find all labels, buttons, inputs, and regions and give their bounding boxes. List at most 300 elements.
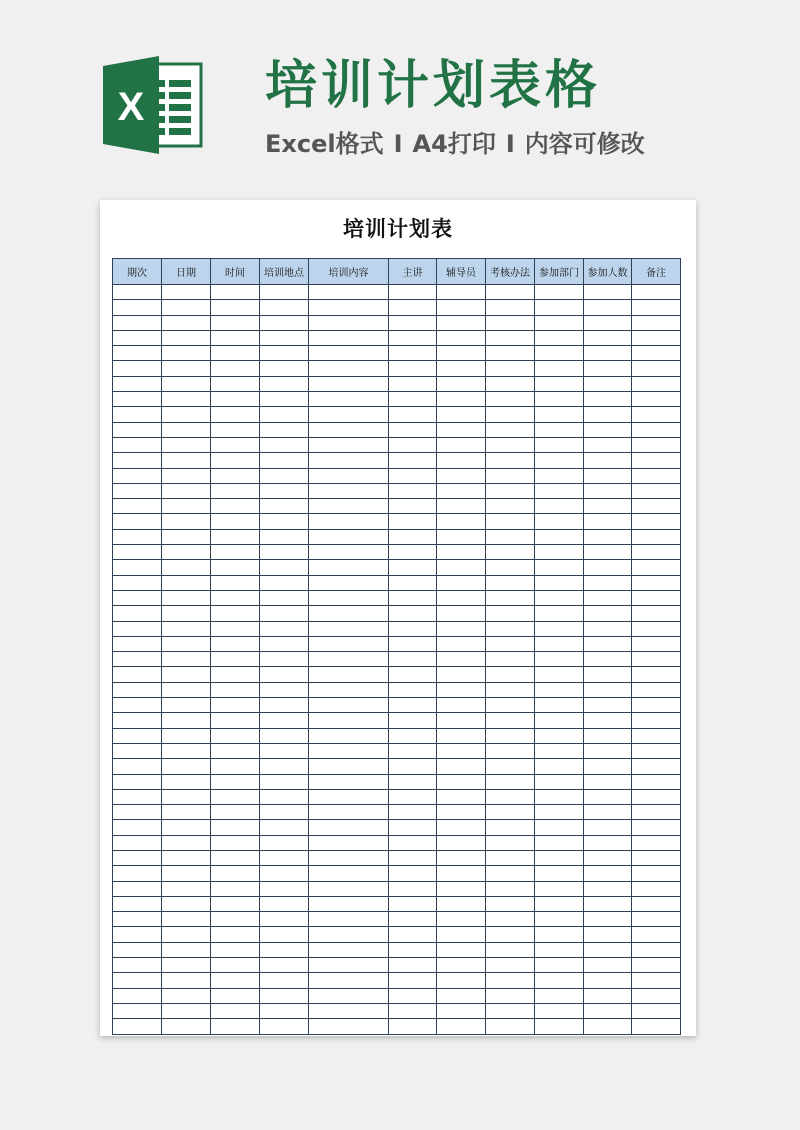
table-cell[interactable] (535, 514, 584, 529)
table-cell[interactable] (632, 789, 681, 804)
table-cell[interactable] (113, 575, 162, 590)
table-cell[interactable] (389, 407, 437, 422)
table-cell[interactable] (162, 560, 211, 575)
table-cell[interactable] (486, 988, 535, 1003)
table-cell[interactable] (437, 942, 486, 957)
table-cell[interactable] (632, 682, 681, 697)
table-cell[interactable] (535, 376, 584, 391)
table-cell[interactable] (260, 912, 309, 927)
table-cell[interactable] (584, 422, 632, 437)
table-cell[interactable] (162, 315, 211, 330)
table-cell[interactable] (211, 973, 260, 988)
table-cell[interactable] (389, 774, 437, 789)
table-cell[interactable] (535, 988, 584, 1003)
table-cell[interactable] (437, 1003, 486, 1018)
table-cell[interactable] (113, 407, 162, 422)
table-cell[interactable] (260, 805, 309, 820)
table-cell[interactable] (211, 514, 260, 529)
table-cell[interactable] (260, 315, 309, 330)
table-cell[interactable] (162, 850, 211, 865)
table-cell[interactable] (260, 361, 309, 376)
table-cell[interactable] (632, 407, 681, 422)
table-cell[interactable] (260, 896, 309, 911)
table-cell[interactable] (162, 545, 211, 560)
table-cell[interactable] (260, 545, 309, 560)
table-cell[interactable] (632, 850, 681, 865)
table-cell[interactable] (535, 728, 584, 743)
table-cell[interactable] (632, 437, 681, 452)
table-cell[interactable] (260, 453, 309, 468)
table-cell[interactable] (211, 361, 260, 376)
table-cell[interactable] (309, 759, 389, 774)
table-cell[interactable] (309, 927, 389, 942)
table-cell[interactable] (584, 606, 632, 621)
table-cell[interactable] (309, 285, 389, 300)
table-cell[interactable] (486, 652, 535, 667)
table-cell[interactable] (211, 835, 260, 850)
table-cell[interactable] (113, 973, 162, 988)
table-cell[interactable] (535, 545, 584, 560)
table-cell[interactable] (486, 881, 535, 896)
table-cell[interactable] (162, 483, 211, 498)
table-cell[interactable] (486, 896, 535, 911)
table-cell[interactable] (632, 896, 681, 911)
table-cell[interactable] (584, 896, 632, 911)
table-cell[interactable] (309, 621, 389, 636)
table-cell[interactable] (437, 346, 486, 361)
table-cell[interactable] (309, 468, 389, 483)
table-cell[interactable] (584, 820, 632, 835)
table-cell[interactable] (113, 606, 162, 621)
table-cell[interactable] (389, 392, 437, 407)
table-cell[interactable] (260, 820, 309, 835)
table-cell[interactable] (162, 1019, 211, 1034)
table-cell[interactable] (211, 315, 260, 330)
table-cell[interactable] (437, 743, 486, 758)
table-cell[interactable] (584, 759, 632, 774)
table-cell[interactable] (389, 958, 437, 973)
table-cell[interactable] (211, 606, 260, 621)
table-cell[interactable] (162, 988, 211, 1003)
table-cell[interactable] (437, 315, 486, 330)
table-cell[interactable] (162, 789, 211, 804)
table-cell[interactable] (437, 560, 486, 575)
table-cell[interactable] (309, 422, 389, 437)
table-cell[interactable] (584, 850, 632, 865)
column-header-attendees[interactable]: 参加人数 (584, 259, 632, 285)
table-cell[interactable] (584, 912, 632, 927)
table-cell[interactable] (535, 346, 584, 361)
table-cell[interactable] (162, 300, 211, 315)
table-cell[interactable] (309, 483, 389, 498)
table-cell[interactable] (437, 728, 486, 743)
table-cell[interactable] (260, 973, 309, 988)
table-cell[interactable] (437, 392, 486, 407)
table-cell[interactable] (389, 376, 437, 391)
table-cell[interactable] (584, 881, 632, 896)
table-cell[interactable] (211, 652, 260, 667)
table-cell[interactable] (535, 636, 584, 651)
table-cell[interactable] (389, 728, 437, 743)
table-cell[interactable] (486, 285, 535, 300)
table-cell[interactable] (584, 453, 632, 468)
table-cell[interactable] (389, 896, 437, 911)
table-cell[interactable] (437, 468, 486, 483)
table-cell[interactable] (113, 805, 162, 820)
table-cell[interactable] (211, 590, 260, 605)
table-cell[interactable] (486, 789, 535, 804)
table-cell[interactable] (309, 728, 389, 743)
table-cell[interactable] (486, 545, 535, 560)
table-cell[interactable] (211, 698, 260, 713)
table-cell[interactable] (162, 652, 211, 667)
table-cell[interactable] (486, 636, 535, 651)
table-cell[interactable] (437, 437, 486, 452)
table-cell[interactable] (437, 805, 486, 820)
table-cell[interactable] (162, 835, 211, 850)
table-cell[interactable] (632, 866, 681, 881)
table-cell[interactable] (389, 590, 437, 605)
table-cell[interactable] (535, 682, 584, 697)
table-cell[interactable] (486, 805, 535, 820)
table-cell[interactable] (437, 667, 486, 682)
table-cell[interactable] (309, 682, 389, 697)
table-cell[interactable] (632, 698, 681, 713)
table-cell[interactable] (437, 988, 486, 1003)
table-cell[interactable] (486, 468, 535, 483)
table-cell[interactable] (260, 958, 309, 973)
table-cell[interactable] (535, 575, 584, 590)
table-cell[interactable] (113, 590, 162, 605)
table-cell[interactable] (632, 346, 681, 361)
table-cell[interactable] (584, 958, 632, 973)
table-cell[interactable] (535, 453, 584, 468)
table-cell[interactable] (162, 698, 211, 713)
table-cell[interactable] (260, 285, 309, 300)
table-cell[interactable] (309, 652, 389, 667)
table-cell[interactable] (211, 789, 260, 804)
table-cell[interactable] (486, 590, 535, 605)
table-cell[interactable] (486, 514, 535, 529)
table-cell[interactable] (260, 499, 309, 514)
table-cell[interactable] (113, 789, 162, 804)
table-cell[interactable] (260, 667, 309, 682)
table-cell[interactable] (584, 575, 632, 590)
table-cell[interactable] (260, 942, 309, 957)
table-cell[interactable] (260, 927, 309, 942)
table-cell[interactable] (584, 300, 632, 315)
table-cell[interactable] (211, 728, 260, 743)
table-cell[interactable] (260, 1003, 309, 1018)
table-cell[interactable] (632, 1003, 681, 1018)
table-cell[interactable] (535, 912, 584, 927)
table-cell[interactable] (211, 392, 260, 407)
table-cell[interactable] (260, 850, 309, 865)
table-cell[interactable] (437, 866, 486, 881)
table-cell[interactable] (389, 529, 437, 544)
table-cell[interactable] (535, 973, 584, 988)
table-cell[interactable] (260, 606, 309, 621)
table-cell[interactable] (486, 575, 535, 590)
table-cell[interactable] (260, 376, 309, 391)
table-cell[interactable] (260, 743, 309, 758)
table-cell[interactable] (437, 896, 486, 911)
table-cell[interactable] (437, 958, 486, 973)
table-cell[interactable] (632, 820, 681, 835)
table-cell[interactable] (632, 300, 681, 315)
column-header-tutor[interactable]: 辅导员 (437, 259, 486, 285)
table-cell[interactable] (584, 652, 632, 667)
table-cell[interactable] (535, 1003, 584, 1018)
table-cell[interactable] (211, 483, 260, 498)
table-cell[interactable] (113, 285, 162, 300)
table-cell[interactable] (211, 667, 260, 682)
table-cell[interactable] (211, 881, 260, 896)
table-cell[interactable] (584, 330, 632, 345)
table-cell[interactable] (486, 483, 535, 498)
table-cell[interactable] (535, 285, 584, 300)
table-cell[interactable] (260, 300, 309, 315)
table-cell[interactable] (113, 499, 162, 514)
table-cell[interactable] (309, 514, 389, 529)
table-cell[interactable] (211, 285, 260, 300)
table-cell[interactable] (632, 1019, 681, 1034)
table-cell[interactable] (309, 361, 389, 376)
table-cell[interactable] (584, 361, 632, 376)
table-cell[interactable] (486, 927, 535, 942)
table-cell[interactable] (113, 621, 162, 636)
table-cell[interactable] (309, 881, 389, 896)
table-cell[interactable] (113, 1019, 162, 1034)
table-cell[interactable] (389, 820, 437, 835)
table-cell[interactable] (584, 590, 632, 605)
table-cell[interactable] (535, 437, 584, 452)
table-cell[interactable] (486, 835, 535, 850)
table-cell[interactable] (162, 942, 211, 957)
table-cell[interactable] (309, 805, 389, 820)
table-cell[interactable] (260, 698, 309, 713)
table-cell[interactable] (486, 682, 535, 697)
table-cell[interactable] (584, 667, 632, 682)
table-cell[interactable] (535, 407, 584, 422)
table-cell[interactable] (437, 422, 486, 437)
table-cell[interactable] (113, 820, 162, 835)
table-cell[interactable] (632, 606, 681, 621)
table-cell[interactable] (309, 636, 389, 651)
table-cell[interactable] (437, 453, 486, 468)
table-cell[interactable] (535, 590, 584, 605)
table-cell[interactable] (309, 1019, 389, 1034)
table-cell[interactable] (309, 376, 389, 391)
table-cell[interactable] (113, 483, 162, 498)
table-cell[interactable] (486, 361, 535, 376)
table-cell[interactable] (632, 743, 681, 758)
table-cell[interactable] (535, 392, 584, 407)
table-cell[interactable] (535, 1019, 584, 1034)
table-cell[interactable] (113, 728, 162, 743)
table-cell[interactable] (632, 545, 681, 560)
table-cell[interactable] (162, 621, 211, 636)
table-cell[interactable] (584, 774, 632, 789)
table-cell[interactable] (309, 560, 389, 575)
table-cell[interactable] (260, 988, 309, 1003)
table-cell[interactable] (389, 437, 437, 452)
table-cell[interactable] (162, 896, 211, 911)
table-cell[interactable] (632, 805, 681, 820)
table-cell[interactable] (437, 300, 486, 315)
table-cell[interactable] (211, 743, 260, 758)
table-cell[interactable] (632, 529, 681, 544)
table-cell[interactable] (437, 789, 486, 804)
table-cell[interactable] (389, 942, 437, 957)
table-cell[interactable] (632, 912, 681, 927)
table-cell[interactable] (535, 942, 584, 957)
table-cell[interactable] (535, 927, 584, 942)
table-cell[interactable] (162, 820, 211, 835)
table-cell[interactable] (584, 682, 632, 697)
table-cell[interactable] (584, 483, 632, 498)
table-cell[interactable] (437, 820, 486, 835)
table-cell[interactable] (162, 330, 211, 345)
table-cell[interactable] (211, 453, 260, 468)
table-cell[interactable] (162, 774, 211, 789)
table-cell[interactable] (260, 407, 309, 422)
table-cell[interactable] (437, 881, 486, 896)
table-cell[interactable] (113, 422, 162, 437)
table-cell[interactable] (486, 330, 535, 345)
table-cell[interactable] (211, 958, 260, 973)
table-cell[interactable] (162, 514, 211, 529)
table-cell[interactable] (437, 682, 486, 697)
table-cell[interactable] (211, 988, 260, 1003)
table-cell[interactable] (632, 652, 681, 667)
table-cell[interactable] (260, 881, 309, 896)
table-cell[interactable] (437, 545, 486, 560)
table-cell[interactable] (260, 713, 309, 728)
table-cell[interactable] (309, 713, 389, 728)
table-cell[interactable] (211, 376, 260, 391)
table-cell[interactable] (632, 590, 681, 605)
table-cell[interactable] (389, 805, 437, 820)
table-cell[interactable] (632, 468, 681, 483)
table-cell[interactable] (389, 927, 437, 942)
table-cell[interactable] (535, 499, 584, 514)
table-cell[interactable] (535, 866, 584, 881)
table-cell[interactable] (632, 927, 681, 942)
table-cell[interactable] (437, 774, 486, 789)
table-cell[interactable] (632, 422, 681, 437)
table-cell[interactable] (162, 422, 211, 437)
table-cell[interactable] (535, 743, 584, 758)
table-cell[interactable] (211, 912, 260, 927)
table-cell[interactable] (632, 988, 681, 1003)
table-cell[interactable] (162, 392, 211, 407)
table-cell[interactable] (260, 392, 309, 407)
table-cell[interactable] (309, 698, 389, 713)
table-cell[interactable] (584, 315, 632, 330)
column-header-location[interactable]: 培训地点 (260, 259, 309, 285)
table-cell[interactable] (486, 1003, 535, 1018)
table-cell[interactable] (535, 468, 584, 483)
table-cell[interactable] (260, 1019, 309, 1034)
table-cell[interactable] (389, 621, 437, 636)
table-cell[interactable] (260, 437, 309, 452)
table-cell[interactable] (260, 728, 309, 743)
table-cell[interactable] (632, 728, 681, 743)
table-cell[interactable] (535, 805, 584, 820)
table-cell[interactable] (211, 621, 260, 636)
table-cell[interactable] (389, 468, 437, 483)
table-cell[interactable] (486, 315, 535, 330)
table-cell[interactable] (584, 743, 632, 758)
table-cell[interactable] (113, 850, 162, 865)
table-cell[interactable] (486, 850, 535, 865)
table-cell[interactable] (632, 361, 681, 376)
table-cell[interactable] (162, 1003, 211, 1018)
table-cell[interactable] (211, 300, 260, 315)
table-cell[interactable] (309, 330, 389, 345)
table-cell[interactable] (162, 667, 211, 682)
table-cell[interactable] (437, 361, 486, 376)
table-cell[interactable] (162, 499, 211, 514)
table-cell[interactable] (113, 437, 162, 452)
table-cell[interactable] (535, 820, 584, 835)
table-cell[interactable] (113, 912, 162, 927)
table-cell[interactable] (486, 973, 535, 988)
table-cell[interactable] (437, 483, 486, 498)
table-cell[interactable] (260, 621, 309, 636)
table-cell[interactable] (162, 453, 211, 468)
table-cell[interactable] (309, 545, 389, 560)
table-cell[interactable] (535, 361, 584, 376)
table-cell[interactable] (437, 713, 486, 728)
table-cell[interactable] (162, 728, 211, 743)
table-cell[interactable] (437, 407, 486, 422)
table-cell[interactable] (632, 958, 681, 973)
table-cell[interactable] (389, 682, 437, 697)
table-cell[interactable] (535, 958, 584, 973)
table-cell[interactable] (584, 988, 632, 1003)
table-cell[interactable] (260, 590, 309, 605)
table-cell[interactable] (584, 805, 632, 820)
table-cell[interactable] (437, 376, 486, 391)
table-cell[interactable] (309, 942, 389, 957)
table-cell[interactable] (486, 407, 535, 422)
table-cell[interactable] (486, 759, 535, 774)
table-cell[interactable] (486, 621, 535, 636)
table-cell[interactable] (535, 835, 584, 850)
table-cell[interactable] (211, 820, 260, 835)
table-cell[interactable] (309, 866, 389, 881)
table-cell[interactable] (389, 499, 437, 514)
table-cell[interactable] (309, 1003, 389, 1018)
table-cell[interactable] (486, 912, 535, 927)
table-cell[interactable] (584, 713, 632, 728)
table-cell[interactable] (113, 652, 162, 667)
table-cell[interactable] (260, 346, 309, 361)
table-cell[interactable] (260, 483, 309, 498)
table-cell[interactable] (584, 407, 632, 422)
table-cell[interactable] (211, 560, 260, 575)
table-cell[interactable] (309, 575, 389, 590)
table-cell[interactable] (260, 682, 309, 697)
table-cell[interactable] (389, 759, 437, 774)
table-cell[interactable] (437, 1019, 486, 1034)
table-cell[interactable] (584, 499, 632, 514)
table-cell[interactable] (389, 667, 437, 682)
table-cell[interactable] (113, 300, 162, 315)
table-cell[interactable] (584, 468, 632, 483)
